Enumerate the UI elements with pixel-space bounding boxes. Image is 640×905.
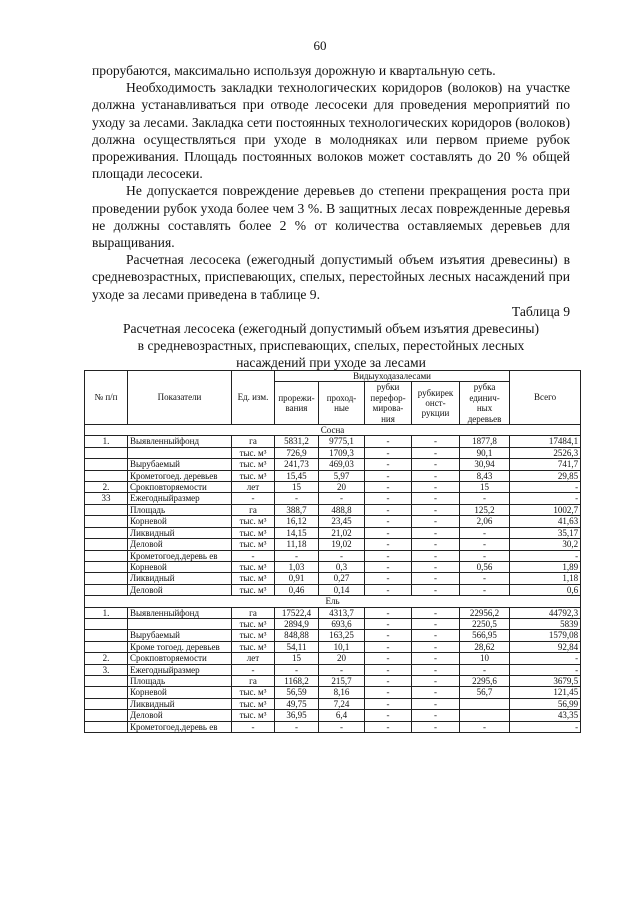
table-cell [85, 527, 128, 538]
table-cell: 0,27 [319, 573, 365, 584]
table-cell: 8,43 [460, 470, 510, 481]
table-cell [128, 447, 232, 458]
table-title-line: Расчетная лесосека (ежегодный допустимый объем изъятия древесины) [122, 321, 540, 337]
table-cell: 21,02 [319, 527, 365, 538]
table-cell: 54,11 [275, 641, 319, 652]
table-cell: тыс. м³ [232, 539, 275, 550]
table-row [85, 550, 581, 561]
table-cell [85, 641, 128, 652]
table-cell: Ликвидный [128, 698, 232, 709]
table-cell: - [275, 493, 319, 504]
table-cell: - [365, 447, 412, 458]
table-cell: 11,18 [275, 539, 319, 550]
table-cell: 33 [85, 493, 128, 504]
table-cell: Ликвидный [128, 527, 232, 538]
table-row [85, 482, 581, 493]
table-cell: - [232, 721, 275, 732]
header-indicator: Показатели [128, 371, 232, 425]
header-thinning: прорежи-вания [275, 382, 319, 425]
table-cell: 0,46 [275, 584, 319, 595]
table-cell: 35,17 [510, 527, 581, 538]
table-cell: - [412, 664, 460, 675]
table-row [85, 504, 581, 515]
table-title-line: в средневозрастных, приспевающих, спелых, перестойных лесных [137, 338, 525, 354]
table-cell: 241,73 [275, 459, 319, 470]
table-cell: - [412, 516, 460, 527]
table-cell: Ликвидный [128, 573, 232, 584]
table-cell: - [510, 721, 581, 732]
table-cell: - [365, 698, 412, 709]
table-cell: 19,02 [319, 539, 365, 550]
table-cell: 16,12 [275, 516, 319, 527]
table-cell: 14,15 [275, 527, 319, 538]
table-cell: тыс. м³ [232, 698, 275, 709]
table-cell: Срокповторяемости [128, 482, 232, 493]
table-cell: 1579,08 [510, 630, 581, 641]
table-row [85, 561, 581, 572]
table-row [85, 721, 581, 732]
table-row [85, 459, 581, 470]
table-cell: - [412, 687, 460, 698]
table-cell: - [412, 607, 460, 618]
table-cell: Крометогоед.деревь ев [128, 550, 232, 561]
table-cell: 488,8 [319, 504, 365, 515]
table-cell: тыс. м³ [232, 470, 275, 481]
table-cell: тыс. м³ [232, 527, 275, 538]
table-cell [85, 550, 128, 561]
header-passage: проход-ные [319, 382, 365, 425]
table-cell: 4313,7 [319, 607, 365, 618]
table-title-line: насаждений при уходе за лесами [236, 355, 426, 371]
table-cell: - [412, 698, 460, 709]
table-cell: - [365, 710, 412, 721]
table-cell: Площадь [128, 675, 232, 686]
table-row [85, 675, 581, 686]
table-cell: 22956,2 [460, 607, 510, 618]
table-row [85, 664, 581, 675]
table-cell: Деловой [128, 539, 232, 550]
table-cell: - [460, 573, 510, 584]
body-text [92, 62, 570, 372]
table-cell: 2. [85, 482, 128, 493]
table-cell: 23,45 [319, 516, 365, 527]
table-cell: 15 [275, 653, 319, 664]
paragraph: Необходимость закладки технологических коридоров (волоков) на участке должна устанавливаться при отводе лесосеки для проведения мероприятий по уходу за лесами. Закладка сети постоянных технологических коридоров (волоков) должна осуществляться при уходе в молодняках или первом приеме рубок прореживания. Площадь постоянных волоков может составлять до 20 % общей площади лесосеки. [92, 80, 570, 182]
table-cell: 848,88 [275, 630, 319, 641]
table-cell: 56,99 [510, 698, 581, 709]
forest-cut-table [84, 370, 581, 733]
table-cell: 726,9 [275, 447, 319, 458]
table-row [85, 618, 581, 629]
table-row [85, 687, 581, 698]
table-cell: 1. [85, 436, 128, 447]
table-cell: 10,1 [319, 641, 365, 652]
table-cell: тыс. м³ [232, 641, 275, 652]
table-cell: - [460, 539, 510, 550]
table-cell [85, 630, 128, 641]
table-row [85, 539, 581, 550]
table-cell: Выявленныйфонд [128, 436, 232, 447]
table-cell: - [319, 721, 365, 732]
table-cell: Вырубаемый [128, 459, 232, 470]
table-cell: - [412, 447, 460, 458]
table-cell: - [412, 584, 460, 595]
table-cell: 5839 [510, 618, 581, 629]
table-cell: 2250,5 [460, 618, 510, 629]
table-cell: Крометогоед. деревьев [128, 470, 232, 481]
table-cell: - [275, 550, 319, 561]
table-cell: 44792,3 [510, 607, 581, 618]
table-cell: - [412, 561, 460, 572]
table-cell: 125,2 [460, 504, 510, 515]
table-cell: 36,95 [275, 710, 319, 721]
table-cell: га [232, 675, 275, 686]
table-cell: Корневой [128, 561, 232, 572]
table-cell [85, 459, 128, 470]
header-num: № п/п [85, 371, 128, 425]
paragraph: прорубаются, максимально используя дорожную и квартальную сеть. [92, 63, 496, 78]
table-row [85, 584, 581, 595]
page-number: 60 [313, 38, 327, 53]
table-cell: - [412, 710, 460, 721]
table-cell: 121,45 [510, 687, 581, 698]
table-cell: - [510, 664, 581, 675]
section-header-row [85, 596, 581, 607]
table-cell: - [460, 550, 510, 561]
table-cell: 90,1 [460, 447, 510, 458]
header-unit: Ед. изм. [232, 371, 275, 425]
table-cell: тыс. м³ [232, 561, 275, 572]
section-name: Ель [85, 596, 581, 607]
table-cell [460, 698, 510, 709]
table-cell [85, 561, 128, 572]
table-cell: - [460, 664, 510, 675]
table-cell: - [275, 664, 319, 675]
table-cell: 1168,2 [275, 675, 319, 686]
table-cell: 2526,3 [510, 447, 581, 458]
header-reformation: рубки перефор-мирова-ния [365, 382, 412, 425]
table-cell [85, 675, 128, 686]
table-cell: - [412, 550, 460, 561]
table-cell: - [365, 493, 412, 504]
table-row [85, 527, 581, 538]
table-cell: 29,85 [510, 470, 581, 481]
table-cell: 566,95 [460, 630, 510, 641]
table-cell: - [460, 527, 510, 538]
table-cell [85, 698, 128, 709]
table-cell: - [365, 459, 412, 470]
table-cell: 92,84 [510, 641, 581, 652]
table-cell: 215,7 [319, 675, 365, 686]
table-cell: 1709,3 [319, 447, 365, 458]
table-cell: - [365, 573, 412, 584]
table-cell: 2295,6 [460, 675, 510, 686]
table-cell: 30,2 [510, 539, 581, 550]
table-cell: - [365, 664, 412, 675]
table-cell: 2. [85, 653, 128, 664]
table-cell: - [412, 573, 460, 584]
header-total: Всего [510, 371, 581, 425]
table-cell: Кроме тогоед. деревьев [128, 641, 232, 652]
table-cell: - [412, 504, 460, 515]
table-cell: 56,7 [460, 687, 510, 698]
table-cell: - [365, 721, 412, 732]
table-cell [85, 573, 128, 584]
table-cell: Крометогоед.деревь ев [128, 721, 232, 732]
header-reconstruction: рубкирек онст-рукции [412, 382, 460, 425]
table-cell: - [412, 470, 460, 481]
table-cell [85, 721, 128, 732]
header-single-trees: рубка единич-ных деревьев [460, 382, 510, 425]
table-cell: - [365, 550, 412, 561]
table-cell: - [365, 561, 412, 572]
table-row [85, 641, 581, 652]
table-cell [85, 710, 128, 721]
table-cell: 0,56 [460, 561, 510, 572]
table-cell: 2894,9 [275, 618, 319, 629]
table-cell: 1,18 [510, 573, 581, 584]
table-cell: 56,59 [275, 687, 319, 698]
table-row [85, 470, 581, 481]
table-cell: Ежегодныйразмер [128, 664, 232, 675]
section-header-row [85, 425, 581, 436]
table-cell [85, 470, 128, 481]
table-cell: 15 [460, 482, 510, 493]
table-cell [85, 447, 128, 458]
table-cell [85, 687, 128, 698]
table-cell: - [232, 664, 275, 675]
table-cell: лет [232, 653, 275, 664]
table-cell: тыс. м³ [232, 630, 275, 641]
table-title [92, 320, 570, 372]
table-cell: 8,16 [319, 687, 365, 698]
table-cell: - [412, 436, 460, 447]
table-cell: - [232, 493, 275, 504]
table-cell: 3679,5 [510, 675, 581, 686]
table-cell: 1,03 [275, 561, 319, 572]
table-cell: 0,14 [319, 584, 365, 595]
table-cell: 15,45 [275, 470, 319, 481]
table-cell: - [365, 470, 412, 481]
table-cell: - [412, 630, 460, 641]
table-cell: - [412, 527, 460, 538]
table-cell: 1002,7 [510, 504, 581, 515]
table-cell: - [412, 721, 460, 732]
table-cell: - [510, 653, 581, 664]
table-cell: - [412, 653, 460, 664]
table-cell: 7,24 [319, 698, 365, 709]
table-cell: тыс. м³ [232, 710, 275, 721]
table-cell: - [510, 550, 581, 561]
table-cell: 41,63 [510, 516, 581, 527]
table-cell: 15 [275, 482, 319, 493]
table-cell: 163,25 [319, 630, 365, 641]
table-cell: Площадь [128, 504, 232, 515]
table-row [85, 710, 581, 721]
table-cell: 693,6 [319, 618, 365, 629]
table-body [85, 425, 581, 733]
table-cell: 43,35 [510, 710, 581, 721]
table-cell: - [412, 459, 460, 470]
table-cell: 0,91 [275, 573, 319, 584]
table-cell: 741,7 [510, 459, 581, 470]
table-cell: тыс. м³ [232, 584, 275, 595]
table-cell: тыс. м³ [232, 447, 275, 458]
table-cell: 388,7 [275, 504, 319, 515]
table-cell: тыс. м³ [232, 687, 275, 698]
table-cell: 17522,4 [275, 607, 319, 618]
table-cell: - [232, 550, 275, 561]
table-row [85, 436, 581, 447]
table-cell [85, 584, 128, 595]
table-cell: 3. [85, 664, 128, 675]
table-cell: 0,6 [510, 584, 581, 595]
table-row [85, 447, 581, 458]
table-cell [85, 539, 128, 550]
table-row [85, 653, 581, 664]
table-cell [128, 618, 232, 629]
table-cell: Корневой [128, 687, 232, 698]
table-cell [85, 618, 128, 629]
table-cell: - [412, 618, 460, 629]
table-cell: тыс. м³ [232, 516, 275, 527]
table-cell: 20 [319, 482, 365, 493]
table-cell: - [365, 607, 412, 618]
table-cell: - [412, 539, 460, 550]
table-cell: 2,06 [460, 516, 510, 527]
table-cell: - [365, 618, 412, 629]
table-row [85, 630, 581, 641]
table-cell: - [365, 516, 412, 527]
table-cell: Ежегодныйразмер [128, 493, 232, 504]
table-cell: - [275, 721, 319, 732]
table-cell: 469,03 [319, 459, 365, 470]
table-cell: - [460, 493, 510, 504]
table-row [85, 516, 581, 527]
table-cell: Выявленныйфонд [128, 607, 232, 618]
table-cell: 5831,2 [275, 436, 319, 447]
table-cell: га [232, 607, 275, 618]
table-cell: 9775,1 [319, 436, 365, 447]
table-cell: 28,62 [460, 641, 510, 652]
table-cell: 1877,8 [460, 436, 510, 447]
table-row [85, 493, 581, 504]
table-cell: тыс. м³ [232, 618, 275, 629]
table-cell: - [460, 721, 510, 732]
table-label: Таблица 9 [511, 303, 570, 319]
table-cell: 6,4 [319, 710, 365, 721]
table-cell: - [365, 675, 412, 686]
table-cell: 49,75 [275, 698, 319, 709]
table-cell: - [510, 482, 581, 493]
table-row [85, 607, 581, 618]
table-cell: - [319, 664, 365, 675]
table-cell: га [232, 436, 275, 447]
table-cell: - [510, 493, 581, 504]
table-cell: - [460, 584, 510, 595]
table-cell: - [365, 482, 412, 493]
table-cell: - [365, 504, 412, 515]
table-cell: лет [232, 482, 275, 493]
table-cell: 1,89 [510, 561, 581, 572]
table-cell: - [412, 482, 460, 493]
table-cell: тыс. м³ [232, 573, 275, 584]
table-cell: - [412, 641, 460, 652]
table-cell: Вырубаемый [128, 630, 232, 641]
section-name: Сосна [85, 425, 581, 436]
table-cell [460, 710, 510, 721]
table-cell: 10 [460, 653, 510, 664]
table-cell: тыс. м³ [232, 459, 275, 470]
table-cell: - [412, 675, 460, 686]
table-cell: 20 [319, 653, 365, 664]
table-cell: - [365, 630, 412, 641]
table-cell: - [365, 687, 412, 698]
table-cell [85, 504, 128, 515]
paragraph: Не допускается повреждение деревьев до степени прекращения роста при проведении рубок ухода более чем 3 %. В защитных лесах поврежденные деревья не должны составлять более 2 % от количества оставляемых деревьев для выращивания. [92, 183, 570, 251]
table-cell: - [365, 436, 412, 447]
table-cell: га [232, 504, 275, 515]
paragraph: Расчетная лесосека (ежегодный допустимый объем изъятия древесины) в средневозрастных, приспевающих, спелых, перестойных лесных насаждений при уходе за лесами приведена в таблице 9. [92, 252, 570, 302]
table-cell: 17484,1 [510, 436, 581, 447]
table-cell: - [365, 539, 412, 550]
table-cell: Деловой [128, 710, 232, 721]
table-cell: 0,3 [319, 561, 365, 572]
table-cell: Корневой [128, 516, 232, 527]
table-cell: - [319, 493, 365, 504]
table-cell: - [412, 493, 460, 504]
table-cell: - [365, 527, 412, 538]
table-cell: Срокповторяемости [128, 653, 232, 664]
table-cell: 30,94 [460, 459, 510, 470]
table-cell: Деловой [128, 584, 232, 595]
header-care-types: Видыуходазалесами [275, 371, 510, 382]
table-cell: 5,97 [319, 470, 365, 481]
table-cell: - [319, 550, 365, 561]
table-row [85, 573, 581, 584]
table-cell: - [365, 653, 412, 664]
table-cell: - [365, 584, 412, 595]
table-cell: 1. [85, 607, 128, 618]
table-cell [85, 516, 128, 527]
table-cell: - [365, 641, 412, 652]
table-row [85, 698, 581, 709]
